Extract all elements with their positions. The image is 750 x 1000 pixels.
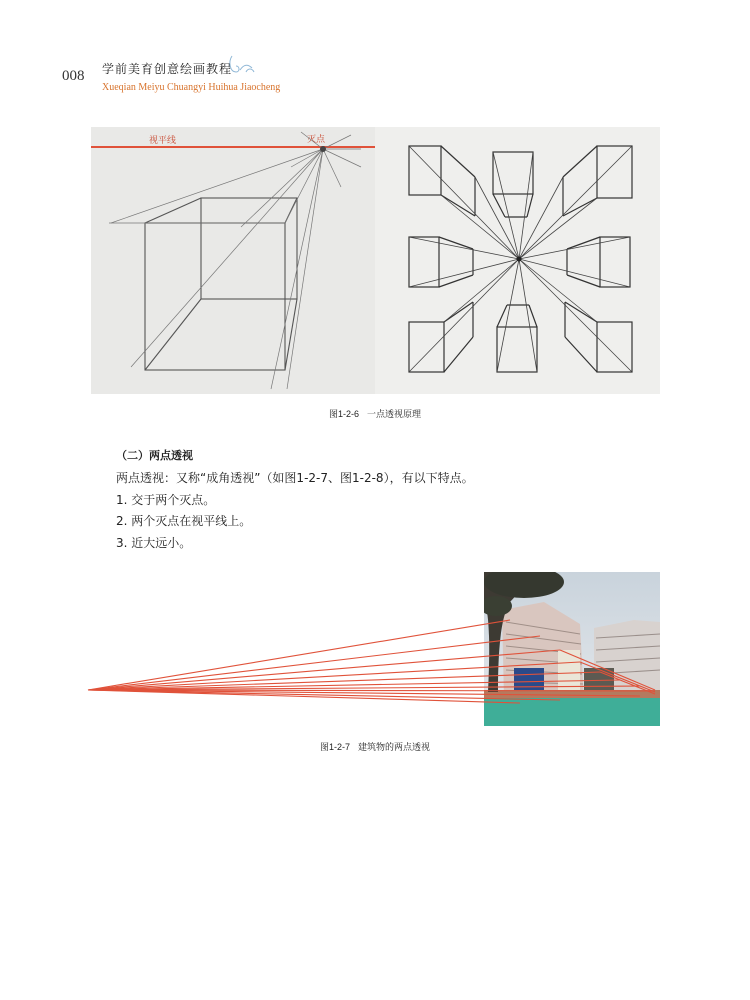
list-item: 2. 两个灭点在视平线上。 xyxy=(116,514,252,528)
one-point-cube-sketch xyxy=(91,127,375,394)
figure-number: 图1-2-7 xyxy=(319,742,350,752)
book-title-pinyin: Xueqian Meiyu Chuangyi Huihua Jiaocheng xyxy=(102,82,281,93)
figure-caption xyxy=(0,740,750,753)
book-title: 学前美育创意绘画教程 xyxy=(102,62,233,76)
list-item: 1. 交于两个灭点。 xyxy=(116,493,216,507)
figure-title: 建筑物的两点透视 xyxy=(358,743,431,753)
horizon-line-label: 视平线 xyxy=(149,136,177,146)
vanishing-point-label: 灭点 xyxy=(307,135,326,145)
page-number: 008 xyxy=(62,68,85,84)
figure-caption xyxy=(0,407,750,420)
figure-title: 一点透视原理 xyxy=(367,410,422,420)
one-point-boxes-sketch xyxy=(375,127,660,394)
list-item: 3. 近大远小。 xyxy=(116,536,192,550)
figure-number: 图1-2-6 xyxy=(328,409,359,419)
section-heading: （二）两点透视 xyxy=(116,449,193,462)
section-intro: 两点透视：又称“成角透视”（如图1-2-7、图1-2-8），有以下特点。 xyxy=(116,471,474,485)
swirl-ornament-icon xyxy=(226,52,258,78)
building-photo xyxy=(484,572,660,726)
